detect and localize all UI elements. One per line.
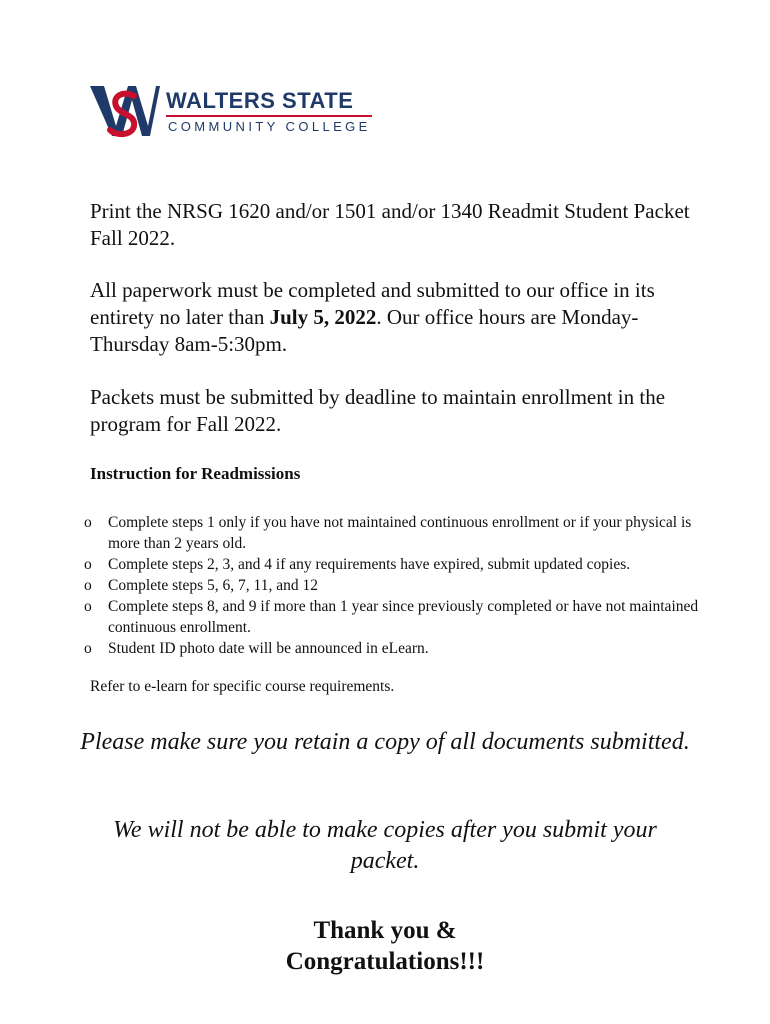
college-logo xyxy=(90,82,380,140)
congratulations-line: Congratulations!!! xyxy=(285,948,485,975)
bullet-icon: o xyxy=(84,577,92,594)
instructions-heading: Instruction for Readmissions xyxy=(90,464,301,483)
readmission-steps-list xyxy=(84,512,724,659)
closing-message xyxy=(80,915,690,977)
intro-print-instruction: Print the NRSG 1620 and/or 1501 and/or 1340 Readmit Student Packet Fall 2022. xyxy=(90,199,690,250)
no-copies-note: We will not be able to make copies after you submit your packet. xyxy=(113,817,657,874)
bullet-icon: o xyxy=(84,556,92,573)
logo-subtitle: COMMUNITY COLLEGE xyxy=(168,119,371,134)
step-text: Complete steps 8, and 9 if more than 1 year since previously completed or have not maintained continuous enrollment. xyxy=(108,598,699,636)
step-text: Student ID photo date will be announced in eLearn. xyxy=(108,640,429,657)
logo-name: WALTERS STATE xyxy=(166,88,354,113)
ws-monogram-icon xyxy=(90,82,160,138)
bullet-icon: o xyxy=(84,640,92,657)
deadline-date: July 5, 2022 xyxy=(269,305,377,329)
logo-divider xyxy=(166,115,372,117)
retain-copy-note: Please make sure you retain a copy of all documents submitted. xyxy=(80,729,690,755)
bullet-icon: o xyxy=(84,514,92,531)
intro-enrollment-paragraph: Packets must be submitted by deadline to maintain enrollment in the program for Fall 2022. xyxy=(90,385,666,436)
step-text: Complete steps 1 only if you have not maintained continuous enrollment or if your physical is more than 2 years old. xyxy=(108,514,692,552)
list-item xyxy=(84,575,724,596)
step-text: Complete steps 2, 3, and 4 if any requirements have expired, submit updated copies. xyxy=(108,556,631,573)
thank-you-line: Thank you & xyxy=(313,917,457,944)
list-item xyxy=(84,638,724,659)
step-text: Complete steps 5, 6, 7, 11, and 12 xyxy=(108,577,318,594)
list-item xyxy=(84,596,724,638)
list-item xyxy=(84,554,724,575)
list-item xyxy=(84,512,724,554)
intro-deadline-paragraph xyxy=(90,277,690,358)
refer-note: Refer to e-learn for specific course requirements. xyxy=(90,678,395,695)
bullet-icon: o xyxy=(84,598,92,615)
deadline-text-before: All paperwork must be completed and submitted to our office in its entirety no later than xyxy=(90,278,655,329)
deadline-text-after: . Our office hours are Monday-Thursday 8am-5:30pm. xyxy=(90,305,639,356)
